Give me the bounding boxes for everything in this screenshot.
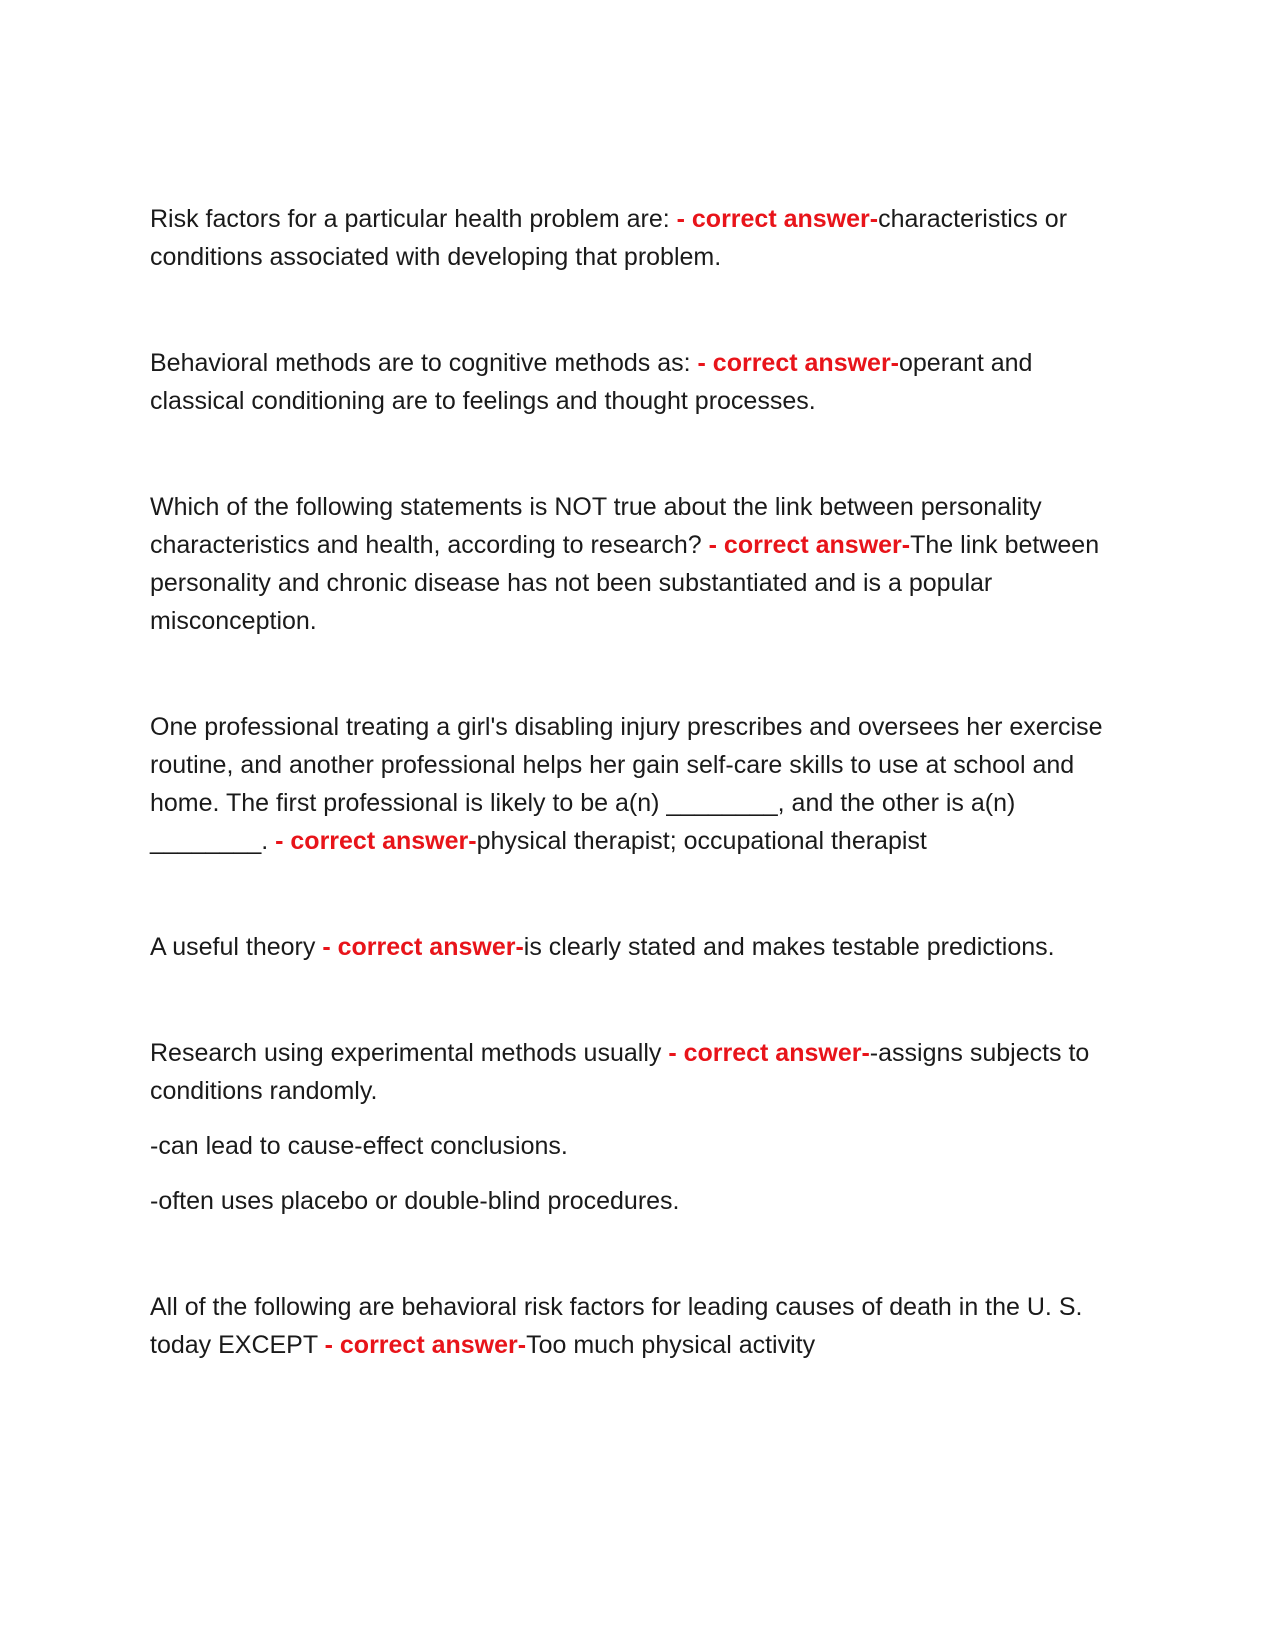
- qa-item-4: [150, 708, 1130, 860]
- question-text: All of the following are behavioral risk factors for leading causes of death in the U. S. today EXCEPT: [150, 1293, 1083, 1359]
- correct-answer-tag: - correct answer-: [322, 933, 524, 961]
- qa-item-5: [150, 928, 1130, 966]
- answer-text: The link between personality and chronic disease has not been substantiated and is a popular misconception.: [150, 531, 1100, 635]
- question-text: Behavioral methods are to cognitive methods as:: [150, 349, 698, 377]
- qa-paragraph: [150, 928, 1130, 966]
- qa-item-2: [150, 344, 1130, 420]
- qa-item-7: [150, 1288, 1130, 1364]
- qa-item-6: [150, 1034, 1130, 1220]
- answer-extra-line: -can lead to cause-effect conclusions.: [150, 1132, 568, 1160]
- qa-paragraph: [150, 1288, 1130, 1364]
- correct-answer-tag: - correct answer-: [676, 205, 879, 233]
- answer-text: characteristics or conditions associated with developing that problem.: [150, 205, 1068, 271]
- correct-answer-tag: - correct answer-: [668, 1039, 870, 1067]
- qa-paragraph: [150, 488, 1130, 640]
- answer-text: Too much physical activity: [526, 1331, 816, 1359]
- question-text: Risk factors for a particular health problem are:: [150, 205, 677, 233]
- question-text: Which of the following statements is NOT true about the link between personality characteristics and health, according to research?: [150, 493, 1042, 559]
- answer-text: operant and classical conditioning are to feelings and thought processes.: [150, 349, 1033, 415]
- answer-text: -assigns subjects to conditions randomly.: [150, 1039, 1090, 1105]
- correct-answer-tag: - correct answer-: [697, 349, 899, 377]
- qa-item-1: [150, 200, 1130, 276]
- question-text: One professional treating a girl's disabling injury prescribes and oversees her exercise routine, and another professional helps her gain self-care skills to use at school and home. The first professional is likely to be a(n) ________, and the other is a(n) ________.: [150, 713, 1103, 855]
- answer-text: is clearly stated and makes testable predictions.: [523, 933, 1055, 961]
- qa-paragraph: [150, 200, 1130, 276]
- question-text: A useful theory: [150, 933, 323, 961]
- document-content: [150, 200, 1130, 1432]
- qa-item-3: [150, 488, 1130, 640]
- correct-answer-tag: - correct answer-: [708, 531, 911, 559]
- qa-paragraph: [150, 1034, 1130, 1110]
- answer-text: physical therapist; occupational therapist: [476, 827, 927, 855]
- correct-answer-tag: - correct answer-: [275, 827, 477, 855]
- correct-answer-tag: - correct answer-: [324, 1331, 527, 1359]
- answer-extra-line: -often uses placebo or double-blind procedures.: [150, 1187, 680, 1215]
- qa-paragraph: [150, 708, 1130, 860]
- qa-paragraph: [150, 344, 1130, 420]
- question-text: Research using experimental methods usually: [150, 1039, 669, 1067]
